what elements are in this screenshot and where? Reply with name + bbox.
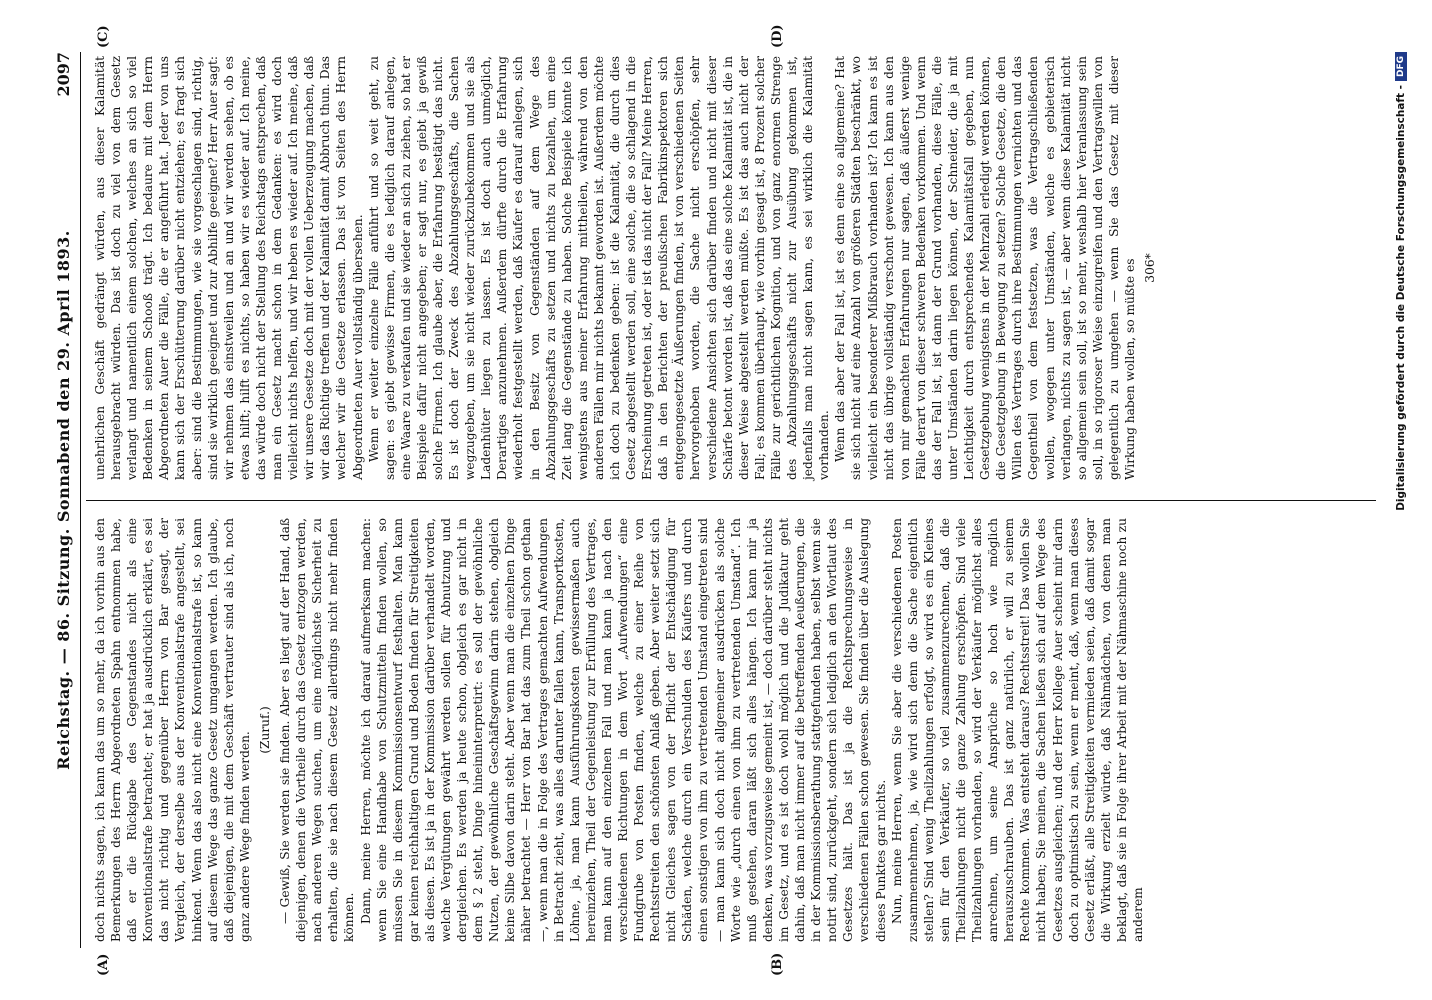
paragraph: Wenn das aber der Fall ist, ist es denn eine so allgemeine? Hat sie sich nicht auf eine Anzahl von größeren Städten beschränkt, wo vielleicht ein besonderer Mißbrauch vorhanden ist? Ich kann es ist nicht das übrige vollständig verschont gewesen. Ich kann aus den von mir gemachten Erfahrungen nur sagen, daß äußerst wenige Fälle derart von dieser schweren Bedenken vorkommen. Und wenn das der Fall ist, ist dann der Grund vorhanden, diese Fälle, die unter Umständen darin liegen können, der Schneider, die ja mit Leichtigkeit durch entsprechendes Kalamitätsfall gegeben, nun Gesetzgebung wenigstens in der Mehrzahl erledigt werden können, die Gesetzgebung in Bewegung zu setzen? Solche Gesetze, die den Willen des Vertrages durch ihre Bestimmungen vernichten und das Gegentheil von dem festsetzen, was die Vertragschließenden wollen, wogegen unter Umständen, welche es gebieterisch verlangen, nichts zu sagen ist, — aber wenn diese Kalamität nicht so allgemein sein soll, ist so mehr, weshalb hier Veranlassung sein soll, in so rigoroser Weise einzugreifen und den Vertragswillen von gelegentlich zu umgehen — wenn Sie das Gesetz mit dieser Wirkung haben wollen, so müßte es [833, 56, 1137, 480]
left-text-column [92, 518, 1146, 942]
centered-line: (Zuruf.) [257, 706, 272, 754]
paragraph: Dann, meine Herren, möchte ich darauf aufmerksam machen: wenn Sie eine Handhabe von Schutzmitteln finden wollen, so müssen Sie in diesem Kommissionsentwurf festhalten. Man kann gar keinen reichhaltigen Grund und Boden finden für Streitigkeiten als diesen. Es ist ja in der Kommission darüber verhandelt worden, welche Vergütungen gewährt werden sollen für Abnutzung und dergleichen. Es werden ja heute schon, obgleich es gar nicht in dem § 2 steht, Dinge hineininterpretirt: es soll der gewöhnliche Nutzen, der gewöhnliche Geschäftsgewinn darin stehen, obgleich keine Silbe davon darin steht. Aber wenn man die einzelnen Dinge näher betrachtet — Herr von Bar hat das zum Theil schon gethan —, wenn man die in Folge des Vertrages gemachten Aufwendungen in Betracht zieht, was alles darunter fallen kann, Transportkosten, Löhne, ja, man kann Ausführungskosten gewissermaßen auch hereinziehen, Theil der Gegenleistung zur Erfüllung des Vertrages, man kann auf den einzelnen Fall und man kann ja nach den verschiedenen Richtungen in dem Wort „Aufwendungen“ eine Fundgrube von Posten finden, welche zu einer Reihe von Rechtsstreiten den schönsten Anlaß geben. Aber weiter setzt sich nicht Gleiches sagen von der Pflicht der Entschädigung für Schäden, welche durch ein Verschulden des Käufers und durch einen sonstigen von ihm zu vertretenden Umstand eingetreten sind — man kann sich doch nicht allgemeiner ausdrücken als solche Worte wie „durch einen von ihm zu vertretenden Umstand“. Ich muß gestehen, daran läßt sich alles hängen. Ich kann mir ja denken, was vorzugsweise gemeint ist, — doch darüber steht nichts im Gesetz, und es ist doch wohl möglich und die Judikatur geht dahin, daß man nicht immer auf die betreffenden Aeußerungen, die in der Kommissionsberathung stattgefunden haben, selbst wenn sie notirt sind, zurückgeht, sondern sich lediglich an den Wortlaut des Gesetzes hält. Das ist ja die Rechtsprechungsweise in verschiedenen Fällen schon gewesen. Sie finden über die Auslegung dieses Punktes gar nichts. [358, 518, 888, 942]
margin-mark-c: (C) [96, 25, 111, 48]
paragraph: doch nichts sagen, ich kann das um so mehr, da ich vorhin aus den Bemerkungen des Herrn Abgeordneten Spahn entnommen habe, daß er die Rückgabe des Gegenstandes nicht als eine Konventionalstrafe betrachtet; er hat ja ausdrücklich erklärt, es sei das nicht richtig und gegenüber Herrn von Bar gesagt, der Vergleich, der derselbe aus der Konventionalstrafe angestellt, sei hinkend. Wenn das also nicht eine Konventionalstrafe ist, so kann auf diesem Wege das ganze Gesetz umgangen werden. Ich glaube, daß diejenigen, die mit dem Geschäft vertrauter sind als ich, noch ganz andere Wege finden werden. [93, 518, 252, 942]
margin-mark-b: (B) [770, 952, 785, 976]
header-rule [80, 52, 81, 948]
digitization-credit [1395, 52, 1407, 948]
column-divider [86, 500, 1376, 501]
margin-mark-a: (A) [96, 953, 111, 976]
margin-mark-d: (D) [770, 24, 785, 48]
running-head [52, 52, 78, 948]
right-text-column [92, 56, 1162, 480]
running-head-title: Reichstag. — 86. Sitzung. Sonnabend den 29. April 1893. [54, 230, 73, 770]
centered-line: 306* [1143, 253, 1158, 283]
page-number: 2097 [54, 52, 73, 97]
paragraph: Wenn er weiter einzelne Fälle anführt und so weit geht, zu sagen: es giebt gewisse Firmen, die es lediglich darauf anlegen, eine Waare zu verkaufen und sie wieder an sich zu ziehen, so hat er Beispiele dafür nicht angegeben; er sagt nur, es giebt ja gewiß solche Firmen. Ich glaube aber, die Erfahrung bestätigt das nicht. Es ist doch der Zweck des Abzahlungsgeschäfts, die Sachen wegzugeben, um sie nicht wieder zurückzubekommen und sie als Ladenhüter liegen zu lassen. Es ist doch auch unmöglich, Derartiges anzunehmen. Außerdem dürfte durch die Erfahrung wiederholt festgestellt werden, daß Käufer es darauf anlegen, sich in den Besitz von Gegenständen auf dem Wege des Abzahlungsgeschäfts zu setzen und nichts zu bezahlen, um eine Zeit lang die Gegenstände zu haben. Solche Beispiele könnte ich wenigstens aus meiner Erfahrung mittheilen, während von den anderen Fällen mir nichts bekannt geworden ist. Außerdem möchte ich doch zu bedenken geben: ist die Kalamität, die durch dies Gesetz abgestellt werden soll, eine solche, die so schlagend in die Erscheinung getreten ist, oder ist das nicht der Fall? Meine Herren, daß in den Berichten der preußischen Fabrikinspektoren sich entgegengesetzte Äußerungen finden, ist von verschiedenen Seiten hervorgehoben worden, die Sache nicht erschöpfen, sehr verschiedene Ansichten sich darüber finden und nicht mit dieser Schärfe betont worden ist, daß das eine solche Kalamität ist, die in dieser Weise abgestellt werden müßte. Es ist das auch nicht der Fall; es kommen überhaupt, wie vorhin gesagt ist, 8 Prozent solcher Fälle zur gerichtlichen Kognition, und von ganz enormen Strenge des Abzahlungsgeschäfts nicht zur Ausübung gekommen ist, jedenfalls man nicht sagen kann, es sei wirklich die Kalamität vorhanden. [366, 56, 832, 480]
paragraph: Nun, meine Herren, wenn Sie aber die verschiedenen Posten zusammennehmen, ja, wie wird sich denn die Sache eigentlich stellen? Sind wenig Theilzahlungen erfolgt, so wird es ein Kleines sein für den Verkäufer, so viel zusammenzurechnen, daß die Theilzahlungen nicht die ganze Zahlung erschöpfen. Sind viele Theilzahlungen vorhanden, so wird der Verkäufer möglichst alles anrechnen, um seine Ansprüche so hoch wie möglich herauszuschrauben. Das ist ganz natürlich, er will zu seinem Rechte kommen. Was entsteht daraus? Rechtsstreit! Das wollen Sie nicht haben; Sie meinen, die Sachen ließen sich auf dem Wege des Gesetzes ausgleichen; und der Herr Kollege Auer scheint mir darin doch zu optimistisch zu sein, wenn er meint, daß, wenn man dieses Gesetz erläßt, alle Streitigkeiten vermieden seien, daß damit sogar die Wirkung erzielt würde, daß Nähmädchen, von denen man beklagt, daß sie in Folge ihrer Arbeit mit der Nähmaschine noch zu anderem [889, 518, 1145, 942]
dfg-logo: DFG [1395, 52, 1407, 81]
paragraph: unehrlichen Geschäft gedrängt würden, aus dieser Kalamität herausgebracht würden. Das ist doch zu viel von dem Gesetz verlangt und namentlich einem solchen, welches an sich so viel Bedenken in seinem Schooß trägt. Ich bedaure mit dem Herrn Abgeordneten Auer die Fälle, die er angeführt hat. Jeder von uns kann sich der Erschütterung darüber nicht entziehen; es fragt sich aber: sind die Bestimmungen, wie sie vorgeschlagen sind, richtig, sind sie wirklich geeignet und zur Abhilfe geeignet? Herr Auer sagt: wir nehmen das einstweilen und an und wir werden sehen, ob es etwas hilft; hilft es nichts, so haben wir es wieder auf. Ich meine, das würde doch nicht der Stellung des Reichstags entsprechen, daß man ein Gesetz macht schon in dem Gedanken: es wird doch vielleicht nichts helfen, und wir heben es wieder auf. Ich meine, daß wir unsere Gesetze doch mit der vollen Ueberzeugung machen, daß wir das Richtige treffen und der Kalamität damit Abbruch thun. Das welcher wir die Gesetze erlassen. Das ist von Seiten des Herrn Abgeordneten Auer vollständig übersehen. [93, 56, 365, 480]
digitization-credit-text: Digitalisierung gefördert durch die Deutsche Forschungsgemeinschaft - [1395, 85, 1407, 511]
paragraph: — Gewiß, Sie werden sie finden. Aber es liegt auf der Hand, daß diejenigen, denen die Vortheile durch das Gesetz entzogen werden, nach anderen Wegen suchen, um eine möglichste Sicherheit zu erhalten, die sie nach diesem Gesetz allerdings nicht mehr finden können. [278, 518, 357, 942]
